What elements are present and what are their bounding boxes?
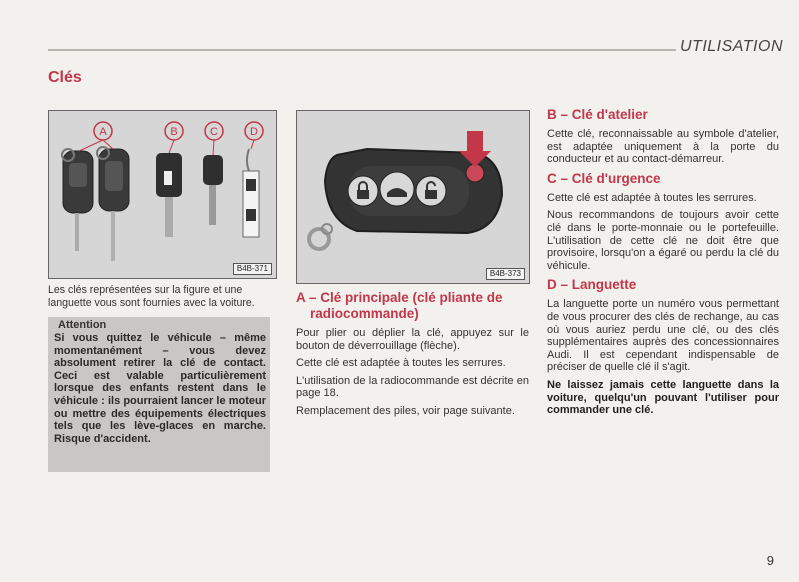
header-rule	[48, 49, 676, 51]
section-a-paragraph: Cette clé est adaptée à toutes les serrures.	[296, 357, 506, 370]
warning-box	[48, 317, 270, 472]
workshop-key-illustration	[156, 153, 182, 237]
section-d-text: La languette porte un numéro vous permettant de vous procurer des clés de rechange, au cas où vous auriez perdu une clé, ou des clés supplémentaires auprès des concessionnaires Audi. Il est cependant indispensable de préciser de quelle clé il s'agit.	[547, 298, 779, 374]
section-b-text: Cette clé, reconnaissable au symbole d'atelier, est adaptée uniquement à la porte du conducteur et au contact-démarreur.	[547, 128, 779, 166]
label-a: A	[99, 126, 107, 138]
figure-code: B4B-371	[233, 263, 272, 275]
tag-illustration	[243, 149, 259, 237]
section-a-paragraph: Pour plier ou déplier la clé, appuyez sur le bouton de déverrouillage (flèche).	[296, 327, 529, 352]
chapter-title: Clés	[48, 69, 82, 86]
warning-text: Si vous quittez le véhicule – même momentanément – vous devez absolument retirer la clé de contact. Ceci est valable particulièrement lorsque des enfants restent dans le véhicule : ils pourraient lancer le moteur ou mettre des équipements électriques tels que les lève-glaces en marche. Risque d'accident.	[54, 332, 266, 445]
section-c-paragraph: Cette clé est adaptée à toutes les serrures.	[547, 191, 757, 204]
keys-figure	[48, 110, 277, 279]
warning-title: Attention	[58, 319, 107, 331]
section-a	[296, 290, 529, 423]
remote-key-illustration	[297, 111, 529, 283]
figure-caption: Les clés représentées sur la figure et une languette vous sont fournies avec la voiture.	[48, 284, 255, 309]
emergency-key-illustration	[203, 155, 223, 225]
label-d: D	[250, 126, 258, 138]
remote-key-figure	[296, 110, 530, 284]
section-c-paragraph: Nous recommandons de toujours avoir cette clé dans le porte-monnaie ou le portefeuille. L'utilisation de cette clé ne doit être que provisoire, lorsqu'on a égaré ou perdu la clé du véhicule.	[547, 209, 779, 272]
section-c-heading: C – Clé d'urgence	[547, 170, 661, 186]
figure-code: B4B-373	[486, 268, 525, 280]
section-a-heading: A – Clé principale (clé pliante de radiocommande)	[296, 290, 503, 321]
section-d-heading: D – Languette	[547, 277, 637, 293]
section-b-heading: B – Clé d'atelier	[547, 107, 648, 122]
key-ring-icon	[309, 224, 332, 249]
section-a-paragraph: L'utilisation de la radiocommande est décrite en page 18.	[296, 374, 529, 400]
page-number: 9	[766, 553, 774, 568]
folding-key-illustration	[62, 147, 129, 261]
right-column	[547, 107, 779, 422]
keys-illustration	[49, 111, 276, 278]
label-c: C	[210, 126, 218, 138]
section-a-paragraph: Remplacement des piles, voir page suivante.	[296, 404, 515, 417]
section-d-warning: Ne laissez jamais cette languette dans la voiture, quelqu'un pouvant l'utiliser pour commander une clé.	[547, 378, 779, 417]
section-title: UTILISATION	[680, 38, 783, 55]
label-b: B	[170, 126, 178, 138]
